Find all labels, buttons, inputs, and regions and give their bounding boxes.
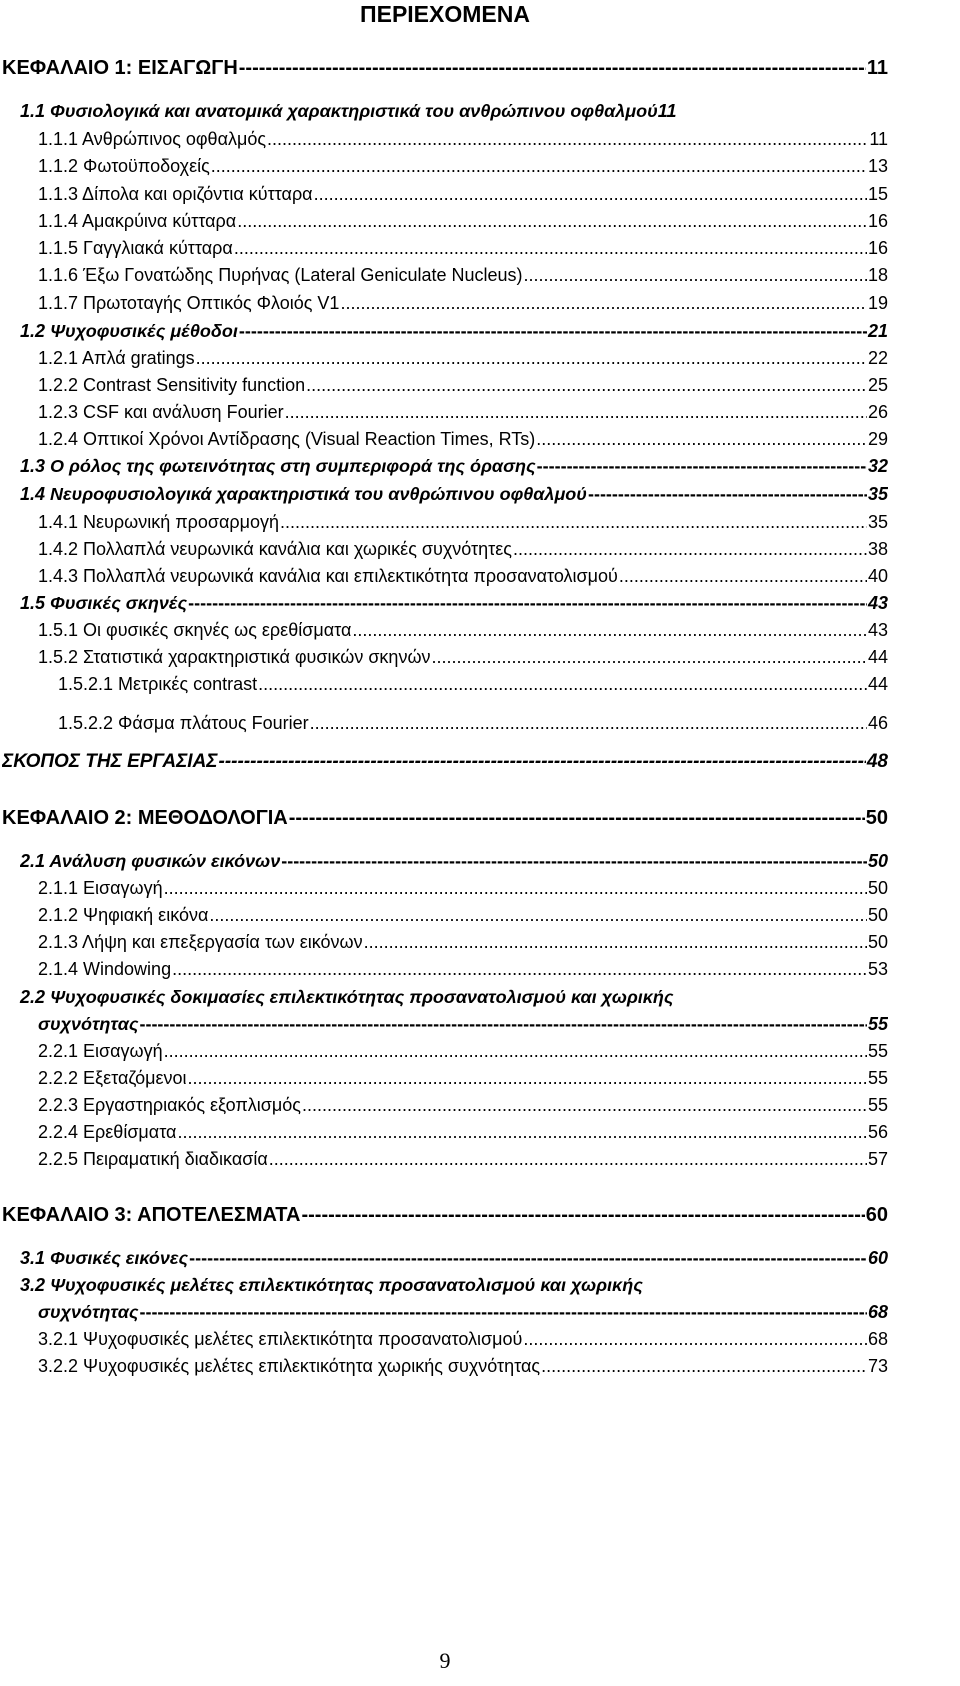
toc-entry-1-2[interactable] [20, 320, 888, 342]
dot-leader [541, 1355, 867, 1377]
toc-entry-1-1[interactable] [20, 100, 888, 122]
dot-leader [164, 1040, 867, 1062]
entry-text: 1.1.2 Φωτοϋποδοχείς [38, 156, 210, 176]
entry-page: 50 [867, 851, 888, 871]
dash-leader [239, 56, 866, 80]
dot-leader [258, 673, 867, 695]
dot-leader [234, 237, 867, 259]
entry-page: 11 [657, 101, 677, 121]
dot-leader [285, 401, 867, 423]
dot-leader [164, 877, 867, 899]
entry-page: 35 [867, 484, 888, 504]
dot-leader [211, 155, 867, 177]
toc-entry-2-2[interactable] [38, 1013, 888, 1035]
entry-text: 1.3 Ο ρόλος της φωτεινότητας στη συμπεριφορά της όρασης [20, 456, 536, 476]
toc-entry-1-1-5[interactable] [38, 237, 888, 259]
entry-page: 60 [865, 1204, 888, 1226]
page-number: 9 [439, 1648, 451, 1673]
toc-entry-1-1-3[interactable] [38, 183, 888, 205]
dash-leader [139, 1013, 867, 1035]
entry-text: 2.1.3 Λήψη και επεξεργασία των εικόνων [38, 932, 363, 952]
entry-page: 13 [867, 156, 888, 176]
dot-leader [352, 619, 867, 641]
entry-page: 32 [867, 456, 888, 476]
entry-text: 2.2.4 Ερεθίσματα [38, 1122, 177, 1142]
toc-entry-1-1-7[interactable] [38, 292, 888, 314]
entry-text: 3.2.1 Ψυχοφυσικές μελέτες επιλεκτικότητα προσανατολισμού [38, 1329, 523, 1349]
dot-leader [524, 264, 867, 286]
dot-leader [237, 210, 867, 232]
dot-leader [209, 904, 867, 926]
toc-entry-2-1-4[interactable] [38, 958, 888, 980]
entry-page: 40 [867, 566, 888, 586]
entry-page: 19 [867, 293, 888, 313]
entry-page: 22 [867, 348, 888, 368]
dot-leader [314, 183, 867, 205]
entry-page: 68 [867, 1329, 888, 1349]
toc-entry-2-1-1[interactable] [38, 877, 888, 899]
entry-page: 11 [869, 129, 888, 149]
dot-leader [177, 1121, 867, 1143]
entry-page: 15 [867, 184, 888, 204]
toc-entry-2-2-2[interactable] [38, 1067, 888, 1089]
toc-entry-1-4-2[interactable] [38, 538, 888, 560]
toc-entry-3-2-line1[interactable] [20, 1274, 643, 1296]
entry-page: 18 [867, 265, 888, 285]
entry-text: 1.4.2 Πολλαπλά νευρωνικά κανάλια και χωρικές συχνότητες [38, 539, 512, 559]
toc-entry-3-2-1[interactable] [38, 1328, 888, 1350]
toc-entry-3-2-2[interactable] [38, 1355, 888, 1377]
entry-page: 50 [867, 905, 888, 925]
toc-entry-1-2-3[interactable] [38, 401, 888, 423]
dot-leader [364, 931, 867, 953]
entry-text: 1.4 Νευροφυσιολογικά χαρακτηριστικά του ανθρώπινου οφθαλμού [20, 484, 587, 504]
entry-text: 2.2 Ψυχοφυσικές δοκιμασίες επιλεκτικότητας προσανατολισμού και χωρικής [20, 987, 674, 1007]
dot-leader [513, 538, 867, 560]
toc-entry-2-1-2[interactable] [38, 904, 888, 926]
entry-text: 3.1 Φυσικές εικόνες [20, 1248, 189, 1268]
entry-text: συχνότητας [38, 1302, 139, 1322]
toc-entry-3-1[interactable] [20, 1247, 888, 1269]
entry-page: 35 [867, 512, 888, 532]
entry-text: ΣΚΟΠΟΣ ΤΗΣ ΕΡΓΑΣΙΑΣ [2, 751, 218, 772]
toc-entry-1-1-2[interactable] [38, 155, 888, 177]
toc-entry-2-2-4[interactable] [38, 1121, 888, 1143]
dash-leader [139, 1301, 867, 1323]
entry-text: ΚΕΦΑΛΑΙΟ 3: ΑΠΟΤΕΛΕΣΜΑΤΑ [2, 1204, 301, 1226]
entry-page: 53 [867, 959, 888, 979]
entry-text: 1.5.2 Στατιστικά χαρακτηριστικά φυσικών σκηνών [38, 647, 431, 667]
toc-entry-scope[interactable] [2, 751, 888, 773]
entry-text: 2.2.1 Εισαγωγή [38, 1041, 163, 1061]
entry-text: 1.1.4 Αμακρύινα κύτταρα [38, 211, 237, 231]
toc-entry-2-2-1[interactable] [38, 1040, 888, 1062]
entry-text: 1.1.3 Δίπολα και οριζόντια κύτταρα [38, 184, 313, 204]
toc-entry-1-3[interactable] [20, 455, 888, 477]
entry-text: 1.5.2.1 Μετρικές contrast [58, 674, 258, 694]
toc-entry-1-5-2-2[interactable] [58, 712, 888, 734]
entry-text: ΚΕΦΑΛΑΙΟ 1: ΕΙΣΑΓΩΓΗ [2, 57, 238, 79]
entry-text: 1.1.1 Ανθρώπινος οφθαλμός [38, 129, 267, 149]
entry-text: 1.1 Φυσιολογικά και ανατομικά χαρακτηριστικά του ανθρώπινου οφθαλμού [20, 101, 658, 121]
dot-leader [196, 347, 867, 369]
toc-entry-chapter-1[interactable] [2, 56, 888, 80]
dot-leader [340, 292, 867, 314]
toc-entry-1-4[interactable] [20, 483, 888, 505]
entry-page: 55 [867, 1068, 888, 1088]
dash-leader [219, 751, 866, 773]
entry-page: 46 [867, 713, 888, 733]
dot-leader [188, 1067, 867, 1089]
toc-entry-1-4-3[interactable] [38, 565, 888, 587]
dot-leader [172, 958, 867, 980]
entry-page: 11 [866, 57, 888, 79]
dash-leader [188, 592, 867, 614]
entry-text: συχνότητας [38, 1014, 139, 1034]
entry-text: 2.2.2 Εξεταζόμενοι [38, 1068, 187, 1088]
dot-leader [536, 428, 867, 450]
toc-entry-2-2-3[interactable] [38, 1094, 888, 1116]
dot-leader [432, 646, 867, 668]
entry-page: 50 [867, 932, 888, 952]
dash-leader [588, 483, 867, 505]
entry-page: 50 [865, 807, 888, 829]
toc-entry-1-2-1[interactable] [38, 347, 888, 369]
entry-text: 1.5.1 Οι φυσικές σκηνές ως ερεθίσματα [38, 620, 352, 640]
entry-text: 1.1.7 Πρωτοταγής Οπτικός Φλοιός V1 [38, 293, 340, 313]
dot-leader [267, 128, 868, 150]
entry-text: ΚΕΦΑΛΑΙΟ 2: ΜΕΘΟΔΟΛΟΓΙΑ [2, 807, 288, 829]
dash-leader [289, 806, 865, 830]
dot-leader [310, 712, 867, 734]
dash-leader [537, 455, 867, 477]
toc-title: ΠΕΡΙΕΧΟΜΕΝΑ [360, 1, 530, 27]
entry-text: 1.5.2.2 Φάσμα πλάτους Fourier [58, 713, 309, 733]
entry-text: 1.2.2 Contrast Sensitivity function [38, 375, 306, 395]
entry-text: 1.2.4 Οπτικοί Χρόνοι Αντίδρασης (Visual Reaction Times, RTs) [38, 429, 536, 449]
entry-text: 1.1.5 Γαγγλιακά κύτταρα [38, 238, 233, 258]
entry-page: 29 [867, 429, 888, 449]
toc-entry-1-5-2-1[interactable] [58, 673, 888, 695]
entry-page: 38 [867, 539, 888, 559]
entry-text: 2.2.3 Εργαστηριακός εξοπλισμός [38, 1095, 301, 1115]
entry-text: 3.2 Ψυχοφυσικές μελέτες επιλεκτικότητας προσανατολισμού και χωρικής [20, 1275, 643, 1295]
toc-entry-chapter-2[interactable] [2, 806, 888, 830]
entry-text: 1.2 Ψυχοφυσικές μέθοδοι [20, 321, 238, 341]
toc-entry-1-4-1[interactable] [38, 511, 888, 533]
entry-page: 43 [867, 593, 888, 613]
toc-entry-1-5-2[interactable] [38, 646, 888, 668]
toc-entry-1-1-6[interactable] [38, 264, 888, 286]
toc-entry-3-2[interactable] [38, 1301, 888, 1323]
entry-text: 2.2.5 Πειραματική διαδικασία [38, 1149, 268, 1169]
toc-entry-chapter-3[interactable] [2, 1203, 888, 1227]
entry-page: 21 [867, 321, 888, 341]
dash-leader [239, 320, 867, 342]
entry-text: 2.1.2 Ψηφιακή εικόνα [38, 905, 209, 925]
entry-text: 1.5 Φυσικές σκηνές [20, 593, 188, 613]
toc-entry-1-2-2[interactable] [38, 374, 888, 396]
entry-page: 60 [867, 1248, 888, 1268]
toc-entry-2-1[interactable] [20, 850, 888, 872]
entry-page: 50 [867, 878, 888, 898]
toc-entry-2-2-line1[interactable] [20, 986, 674, 1008]
entry-text: 1.4.1 Νευρωνική προσαρμογή [38, 512, 280, 532]
entry-page: 16 [867, 211, 888, 231]
toc-entry-1-1-1[interactable] [38, 128, 888, 150]
toc-entry-2-2-5[interactable] [38, 1148, 888, 1170]
entry-page: 55 [867, 1041, 888, 1061]
dot-leader [619, 565, 867, 587]
dash-leader [189, 1247, 867, 1269]
entry-page: 44 [867, 647, 888, 667]
toc-entry-1-5[interactable] [20, 592, 888, 614]
entry-page: 25 [867, 375, 888, 395]
entry-text: 2.1.4 Windowing [38, 959, 172, 979]
dash-leader [281, 850, 867, 872]
entry-text: 1.1.6 Έξω Γονατώδης Πυρήνας (Lateral Geniculate Nucleus) [38, 265, 523, 285]
entry-page: 16 [867, 238, 888, 258]
toc-entry-1-2-4[interactable] [38, 428, 888, 450]
entry-text: 1.2.1 Απλά gratings [38, 348, 195, 368]
entry-page: 68 [867, 1302, 888, 1322]
entry-text: 1.4.3 Πολλαπλά νευρωνικά κανάλια και επιλεκτικότητα προσανατολισμού [38, 566, 618, 586]
entry-page: 56 [867, 1122, 888, 1142]
dash-leader [301, 1203, 864, 1227]
toc-entry-1-5-1[interactable] [38, 619, 888, 641]
entry-page: 73 [867, 1356, 888, 1376]
entry-text: 2.1 Ανάλυση φυσικών εικόνων [20, 851, 281, 871]
entry-page: 44 [867, 674, 888, 694]
toc-entry-1-1-4[interactable] [38, 210, 888, 232]
entry-page: 43 [867, 620, 888, 640]
entry-page: 55 [867, 1095, 888, 1115]
entry-text: 2.1.1 Εισαγωγή [38, 878, 163, 898]
entry-page: 48 [866, 751, 888, 772]
dot-leader [302, 1094, 867, 1116]
dot-leader [280, 511, 867, 533]
dot-leader [269, 1148, 867, 1170]
entry-page: 26 [867, 402, 888, 422]
dot-leader [523, 1328, 867, 1350]
entry-text: 1.2.3 CSF και ανάλυση Fourier [38, 402, 284, 422]
dot-leader [306, 374, 867, 396]
entry-page: 57 [867, 1149, 888, 1169]
toc-entry-2-1-3[interactable] [38, 931, 888, 953]
entry-text: 3.2.2 Ψυχοφυσικές μελέτες επιλεκτικότητα χωρικής συχνότητας [38, 1356, 541, 1376]
entry-page: 55 [867, 1014, 888, 1034]
